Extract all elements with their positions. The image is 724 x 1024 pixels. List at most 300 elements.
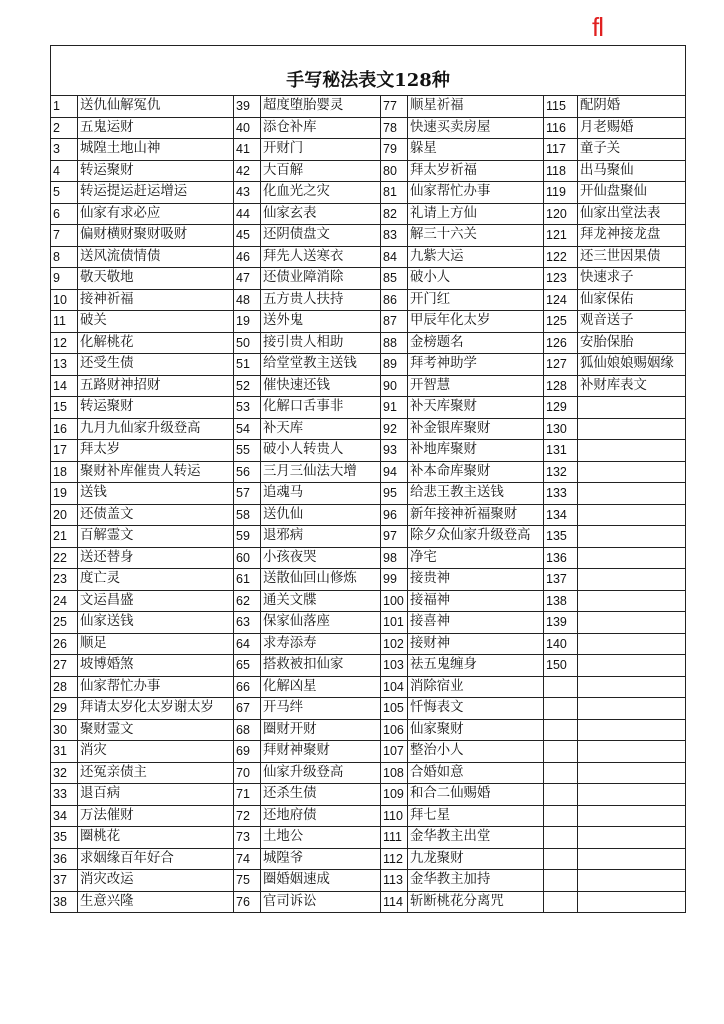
item-number: 19 (234, 311, 261, 333)
item-name: 大百解 (261, 160, 381, 182)
item-number: 94 (381, 461, 408, 483)
item-name: 和合二仙赐婚 (408, 784, 544, 806)
item-number: 100 (381, 590, 408, 612)
item-number: 115 (544, 96, 578, 118)
item-number: 56 (234, 461, 261, 483)
item-name (578, 676, 686, 698)
item-number: 21 (51, 526, 78, 548)
item-name: 快速买卖房屋 (408, 117, 544, 139)
item-number: 98 (381, 547, 408, 569)
item-name: 补金银库聚财 (408, 418, 544, 440)
item-name: 新年接神祈福聚财 (408, 504, 544, 526)
table-row (51, 676, 686, 698)
item-name: 仙家聚财 (408, 719, 544, 741)
item-number: 42 (234, 160, 261, 182)
item-number: 69 (234, 741, 261, 763)
item-name (578, 784, 686, 806)
item-name: 快速求子 (578, 268, 686, 290)
item-number: 87 (381, 311, 408, 333)
item-name: 出马聚仙 (578, 160, 686, 182)
item-name: 拜财神聚财 (261, 741, 381, 763)
item-number: 57 (234, 483, 261, 505)
table-row (51, 590, 686, 612)
item-name: 还杀生债 (261, 784, 381, 806)
item-name: 搭救被扣仙家 (261, 655, 381, 677)
item-name: 送还替身 (78, 547, 234, 569)
item-name: 退邪病 (261, 526, 381, 548)
table-row (51, 547, 686, 569)
item-number: 22 (51, 547, 78, 569)
item-name (578, 612, 686, 634)
item-name: 拜考神助学 (408, 354, 544, 376)
table-row (51, 375, 686, 397)
item-number: 9 (51, 268, 78, 290)
item-name: 消灾 (78, 741, 234, 763)
item-number: 73 (234, 827, 261, 849)
item-number: 124 (544, 289, 578, 311)
item-number: 59 (234, 526, 261, 548)
corner-mark: fl (592, 12, 603, 42)
item-number: 86 (381, 289, 408, 311)
item-name: 三月三仙法大增 (261, 461, 381, 483)
item-name: 生意兴隆 (78, 891, 234, 913)
item-name (578, 719, 686, 741)
item-name: 祛五鬼缠身 (408, 655, 544, 677)
item-number: 51 (234, 354, 261, 376)
item-name: 送风流债情债 (78, 246, 234, 268)
item-number: 52 (234, 375, 261, 397)
item-number: 13 (51, 354, 78, 376)
table-row (51, 741, 686, 763)
item-number: 103 (381, 655, 408, 677)
item-name: 还三世因果债 (578, 246, 686, 268)
item-name: 补地库聚财 (408, 440, 544, 462)
item-name: 万法催财 (78, 805, 234, 827)
item-number: 127 (544, 354, 578, 376)
item-name: 添仓补库 (261, 117, 381, 139)
item-number: 7 (51, 225, 78, 247)
table-row (51, 289, 686, 311)
table-row (51, 246, 686, 268)
item-number: 96 (381, 504, 408, 526)
item-name: 给悲王教主送钱 (408, 483, 544, 505)
item-name: 城隍爷 (261, 848, 381, 870)
item-name: 还债业障消除 (261, 268, 381, 290)
table-row (51, 633, 686, 655)
item-name (578, 655, 686, 677)
item-number: 101 (381, 612, 408, 634)
item-name (578, 762, 686, 784)
item-number: 6 (51, 203, 78, 225)
item-number: 64 (234, 633, 261, 655)
item-name: 还冤亲债主 (78, 762, 234, 784)
item-number: 125 (544, 311, 578, 333)
item-number: 75 (234, 870, 261, 892)
item-number: 130 (544, 418, 578, 440)
item-name: 拜太岁祈福 (408, 160, 544, 182)
item-number: 29 (51, 698, 78, 720)
item-name: 接财神 (408, 633, 544, 655)
item-number: 71 (234, 784, 261, 806)
item-number: 50 (234, 332, 261, 354)
table-row (51, 848, 686, 870)
item-name: 破关 (78, 311, 234, 333)
item-number: 61 (234, 569, 261, 591)
item-name: 圈财开财 (261, 719, 381, 741)
item-number: 72 (234, 805, 261, 827)
item-name: 仙家玄表 (261, 203, 381, 225)
item-number: 91 (381, 397, 408, 419)
item-name: 五鬼运财 (78, 117, 234, 139)
item-number: 60 (234, 547, 261, 569)
item-number: 131 (544, 440, 578, 462)
table-row (51, 698, 686, 720)
item-name: 补财库表文 (578, 375, 686, 397)
item-number: 40 (234, 117, 261, 139)
item-name: 聚财补库催贵人转运 (78, 461, 234, 483)
item-number (544, 848, 578, 870)
item-name (578, 483, 686, 505)
item-name: 保家仙落座 (261, 612, 381, 634)
item-number: 133 (544, 483, 578, 505)
item-name: 还地府债 (261, 805, 381, 827)
item-number: 134 (544, 504, 578, 526)
item-number (544, 676, 578, 698)
item-number: 33 (51, 784, 78, 806)
item-name: 消除宿业 (408, 676, 544, 698)
item-name: 补天库聚财 (408, 397, 544, 419)
item-name: 仙家帮忙办事 (408, 182, 544, 204)
item-number: 126 (544, 332, 578, 354)
item-name: 消灾改运 (78, 870, 234, 892)
item-number: 10 (51, 289, 78, 311)
item-name: 拜龙神接龙盘 (578, 225, 686, 247)
item-number: 5 (51, 182, 78, 204)
item-number (544, 784, 578, 806)
item-number: 36 (51, 848, 78, 870)
item-number: 23 (51, 569, 78, 591)
item-number: 107 (381, 741, 408, 763)
item-number: 123 (544, 268, 578, 290)
item-number: 19 (51, 483, 78, 505)
item-name (578, 848, 686, 870)
item-name: 五路财神招财 (78, 375, 234, 397)
item-number: 47 (234, 268, 261, 290)
item-number: 108 (381, 762, 408, 784)
item-number: 117 (544, 139, 578, 161)
table-row (51, 182, 686, 204)
table-row (51, 354, 686, 376)
item-number: 2 (51, 117, 78, 139)
table-row (51, 655, 686, 677)
item-number: 43 (234, 182, 261, 204)
item-number: 121 (544, 225, 578, 247)
item-name: 月老赐婚 (578, 117, 686, 139)
item-number: 128 (544, 375, 578, 397)
item-number: 18 (51, 461, 78, 483)
item-name: 顺足 (78, 633, 234, 655)
item-number: 67 (234, 698, 261, 720)
item-name: 开马绊 (261, 698, 381, 720)
item-number: 114 (381, 891, 408, 913)
item-name: 金华教主加持 (408, 870, 544, 892)
ritual-list-table (50, 45, 686, 913)
item-number: 82 (381, 203, 408, 225)
item-number: 37 (51, 870, 78, 892)
item-number: 97 (381, 526, 408, 548)
item-name: 催快速还钱 (261, 375, 381, 397)
item-number: 62 (234, 590, 261, 612)
item-number: 63 (234, 612, 261, 634)
item-number: 79 (381, 139, 408, 161)
item-name: 金华教主出堂 (408, 827, 544, 849)
table-row (51, 891, 686, 913)
item-name: 配阴婚 (578, 96, 686, 118)
item-number (544, 805, 578, 827)
item-name: 求姻缘百年好合 (78, 848, 234, 870)
item-number: 55 (234, 440, 261, 462)
item-name (578, 805, 686, 827)
item-name: 除夕众仙家升级登高 (408, 526, 544, 548)
table-row (51, 461, 686, 483)
item-name: 开仙盘聚仙 (578, 182, 686, 204)
item-name: 通关文牒 (261, 590, 381, 612)
item-name: 化解桃花 (78, 332, 234, 354)
item-number: 3 (51, 139, 78, 161)
price-list-sheet (50, 45, 685, 913)
table-row (51, 504, 686, 526)
item-number: 24 (51, 590, 78, 612)
item-name: 拜太岁 (78, 440, 234, 462)
item-number (544, 741, 578, 763)
item-name: 超度堕胎婴灵 (261, 96, 381, 118)
table-row (51, 612, 686, 634)
item-number: 35 (51, 827, 78, 849)
item-name: 文运昌盛 (78, 590, 234, 612)
item-number: 83 (381, 225, 408, 247)
item-number: 14 (51, 375, 78, 397)
item-number: 110 (381, 805, 408, 827)
item-number: 65 (234, 655, 261, 677)
item-number: 89 (381, 354, 408, 376)
item-name: 躲星 (408, 139, 544, 161)
item-number (544, 891, 578, 913)
item-name: 土地公 (261, 827, 381, 849)
item-number (544, 870, 578, 892)
table-row (51, 805, 686, 827)
item-name: 拜先人送寒衣 (261, 246, 381, 268)
item-name: 接引贵人相助 (261, 332, 381, 354)
item-name: 退百病 (78, 784, 234, 806)
item-name: 接福神 (408, 590, 544, 612)
item-name: 开门红 (408, 289, 544, 311)
table-row (51, 311, 686, 333)
page-title: 手写秘法表文128种 (51, 46, 686, 96)
item-name: 还债盖文 (78, 504, 234, 526)
item-name: 度亡灵 (78, 569, 234, 591)
item-name: 礼请上方仙 (408, 203, 544, 225)
item-number (544, 698, 578, 720)
table-row (51, 870, 686, 892)
item-number: 78 (381, 117, 408, 139)
item-name: 顺星祈福 (408, 96, 544, 118)
table-row (51, 139, 686, 161)
item-name: 仙家帮忙办事 (78, 676, 234, 698)
item-number: 85 (381, 268, 408, 290)
item-number: 112 (381, 848, 408, 870)
item-number: 135 (544, 526, 578, 548)
table-row (51, 96, 686, 118)
item-number: 99 (381, 569, 408, 591)
item-number: 113 (381, 870, 408, 892)
item-name (578, 590, 686, 612)
item-name (578, 461, 686, 483)
item-name: 圈桃花 (78, 827, 234, 849)
table-row (51, 332, 686, 354)
item-name: 补本命库聚财 (408, 461, 544, 483)
item-name: 送仇仙 (261, 504, 381, 526)
item-name (578, 526, 686, 548)
item-name: 甲辰年化太岁 (408, 311, 544, 333)
item-number: 20 (51, 504, 78, 526)
item-number: 34 (51, 805, 78, 827)
item-name (578, 504, 686, 526)
item-number: 136 (544, 547, 578, 569)
item-number: 32 (51, 762, 78, 784)
table-row (51, 762, 686, 784)
item-name (578, 397, 686, 419)
item-name: 送仇仙解冤仇 (78, 96, 234, 118)
item-name: 接贵神 (408, 569, 544, 591)
item-number: 8 (51, 246, 78, 268)
item-name (578, 418, 686, 440)
item-name: 百解霊文 (78, 526, 234, 548)
item-number: 41 (234, 139, 261, 161)
item-number: 106 (381, 719, 408, 741)
item-name: 接喜神 (408, 612, 544, 634)
item-number: 45 (234, 225, 261, 247)
item-name: 九紫大运 (408, 246, 544, 268)
item-name: 拜请太岁化太岁谢太岁 (78, 698, 234, 720)
item-name: 化解口舌事非 (261, 397, 381, 419)
item-name: 狐仙娘娘赐姻缘 (578, 354, 686, 376)
table-row (51, 268, 686, 290)
item-name: 还受生债 (78, 354, 234, 376)
item-name: 解三十六关 (408, 225, 544, 247)
table-row (51, 440, 686, 462)
item-name: 金榜题名 (408, 332, 544, 354)
table-row (51, 827, 686, 849)
item-name (578, 547, 686, 569)
item-number: 93 (381, 440, 408, 462)
item-number: 28 (51, 676, 78, 698)
item-name: 送钱 (78, 483, 234, 505)
item-name: 给堂堂教主送钱 (261, 354, 381, 376)
item-number: 137 (544, 569, 578, 591)
item-number (544, 762, 578, 784)
item-number: 105 (381, 698, 408, 720)
item-name: 拜七星 (408, 805, 544, 827)
item-number: 109 (381, 784, 408, 806)
item-number: 30 (51, 719, 78, 741)
item-number: 88 (381, 332, 408, 354)
item-name: 小孩夜哭 (261, 547, 381, 569)
item-number: 4 (51, 160, 78, 182)
item-name: 仙家送钱 (78, 612, 234, 634)
item-number: 68 (234, 719, 261, 741)
item-name: 敬天敬地 (78, 268, 234, 290)
table-row (51, 418, 686, 440)
item-number: 31 (51, 741, 78, 763)
item-number: 53 (234, 397, 261, 419)
item-name (578, 698, 686, 720)
item-number: 139 (544, 612, 578, 634)
item-name: 圈婚姻速成 (261, 870, 381, 892)
table-row (51, 569, 686, 591)
item-name: 破小人 (408, 268, 544, 290)
item-name (578, 827, 686, 849)
item-name: 开智慧 (408, 375, 544, 397)
item-name: 观音送子 (578, 311, 686, 333)
item-name: 化血光之灾 (261, 182, 381, 204)
item-number: 90 (381, 375, 408, 397)
item-name: 送外鬼 (261, 311, 381, 333)
item-name: 补天库 (261, 418, 381, 440)
item-number: 25 (51, 612, 78, 634)
item-number: 150 (544, 655, 578, 677)
item-number (544, 827, 578, 849)
item-number: 76 (234, 891, 261, 913)
item-name (578, 440, 686, 462)
item-name: 还阴债盘文 (261, 225, 381, 247)
item-number: 48 (234, 289, 261, 311)
item-name: 净宅 (408, 547, 544, 569)
item-number: 104 (381, 676, 408, 698)
item-name: 城隍土地山神 (78, 139, 234, 161)
item-number: 95 (381, 483, 408, 505)
item-number: 118 (544, 160, 578, 182)
item-number: 11 (51, 311, 78, 333)
table-row (51, 719, 686, 741)
item-name: 聚财霊文 (78, 719, 234, 741)
item-number: 39 (234, 96, 261, 118)
item-name: 追魂马 (261, 483, 381, 505)
item-number: 81 (381, 182, 408, 204)
item-name: 官司诉讼 (261, 891, 381, 913)
item-number: 140 (544, 633, 578, 655)
item-number: 129 (544, 397, 578, 419)
table-row (51, 483, 686, 505)
item-number: 66 (234, 676, 261, 698)
item-name: 化解凶星 (261, 676, 381, 698)
item-name: 合婚如意 (408, 762, 544, 784)
table-row (51, 203, 686, 225)
item-name: 转运聚财 (78, 160, 234, 182)
item-number: 77 (381, 96, 408, 118)
item-number: 16 (51, 418, 78, 440)
item-number: 80 (381, 160, 408, 182)
item-name: 仙家有求必应 (78, 203, 234, 225)
item-name: 斩断桃花分离咒 (408, 891, 544, 913)
item-number: 44 (234, 203, 261, 225)
item-name: 五方贵人扶持 (261, 289, 381, 311)
item-number: 84 (381, 246, 408, 268)
item-number: 54 (234, 418, 261, 440)
item-name: 忏悔表文 (408, 698, 544, 720)
item-name (578, 870, 686, 892)
item-name: 九龙聚财 (408, 848, 544, 870)
table-body (51, 96, 686, 913)
